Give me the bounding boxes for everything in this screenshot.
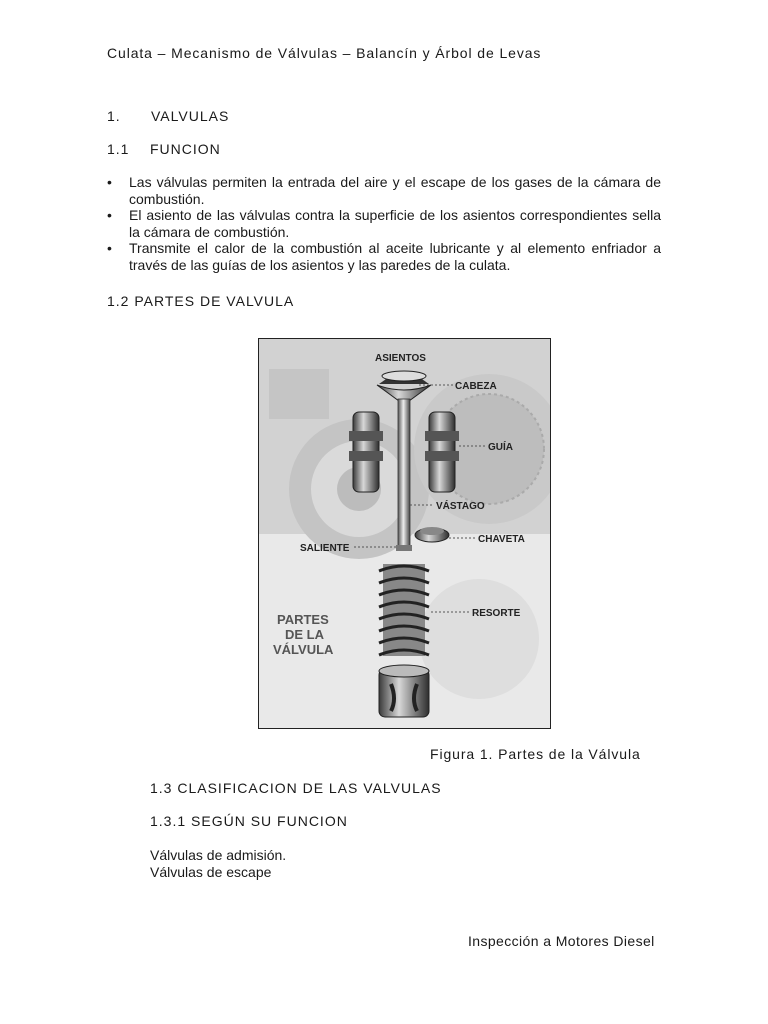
bullet-icon: • <box>107 174 112 190</box>
bullet-icon: • <box>107 240 112 256</box>
label-partes-3: VÁLVULA <box>273 642 334 657</box>
figure-caption: Figura 1. Partes de la Válvula <box>430 746 641 762</box>
label-partes-2: DE LA <box>285 627 324 642</box>
page-header: Culata – Mecanismo de Válvulas – Balancín y Árbol de Levas <box>107 45 542 61</box>
list-item-text: Las válvulas permiten la entrada del aire y el escape de los gases de la cámara de combustión. <box>129 174 661 207</box>
section-heading-partes: 1.2 PARTES DE VALVULA <box>107 293 295 309</box>
label-vastago: VÁSTAGO <box>436 501 485 512</box>
list-item <box>107 240 661 273</box>
label-partes-1: PARTES <box>277 612 329 627</box>
section-number: 1. <box>107 108 121 124</box>
label-resorte: RESORTE <box>472 608 521 619</box>
section-heading-valvulas <box>107 108 229 124</box>
section-heading-funcion <box>107 141 221 157</box>
label-asientos: ASIENTOS <box>375 353 426 364</box>
section-number: 1.1 <box>107 141 130 157</box>
section-title: VALVULAS <box>151 108 230 124</box>
list-item: Válvulas de escape <box>150 864 272 880</box>
guide-right <box>425 412 459 492</box>
page-footer: Inspección a Motores Diesel <box>468 933 655 949</box>
section-heading-segun-funcion: 1.3.1 SEGÚN SU FUNCION <box>150 813 348 829</box>
valve-parts-illustration <box>259 339 550 728</box>
list-item <box>107 207 661 240</box>
section-title: FUNCION <box>150 141 221 157</box>
section-heading-clasificacion: 1.3 CLASIFICACION DE LAS VALVULAS <box>150 780 442 796</box>
label-guia: GUÍA <box>488 442 513 453</box>
valve-parts-figure <box>258 338 551 729</box>
valve-types-list <box>150 847 286 881</box>
label-chaveta: CHAVETA <box>478 534 525 545</box>
bullet-icon: • <box>107 207 112 223</box>
list-item: Válvulas de admisión. <box>150 847 287 863</box>
label-saliente: SALIENTE <box>300 543 350 554</box>
label-cabeza: CABEZA <box>455 381 497 392</box>
function-bullet-list <box>107 174 661 273</box>
list-item-text: Transmite el calor de la combustión al aceite lubricante y al elemento enfriador a través de las guías de los asientos y las paredes de la culata. <box>129 240 661 273</box>
list-item-text: El asiento de las válvulas contra la superficie de los asientos correspondientes sella la cámara de combustión. <box>129 207 661 240</box>
guide-left <box>349 412 383 492</box>
spring <box>379 564 429 656</box>
list-item <box>107 174 661 207</box>
